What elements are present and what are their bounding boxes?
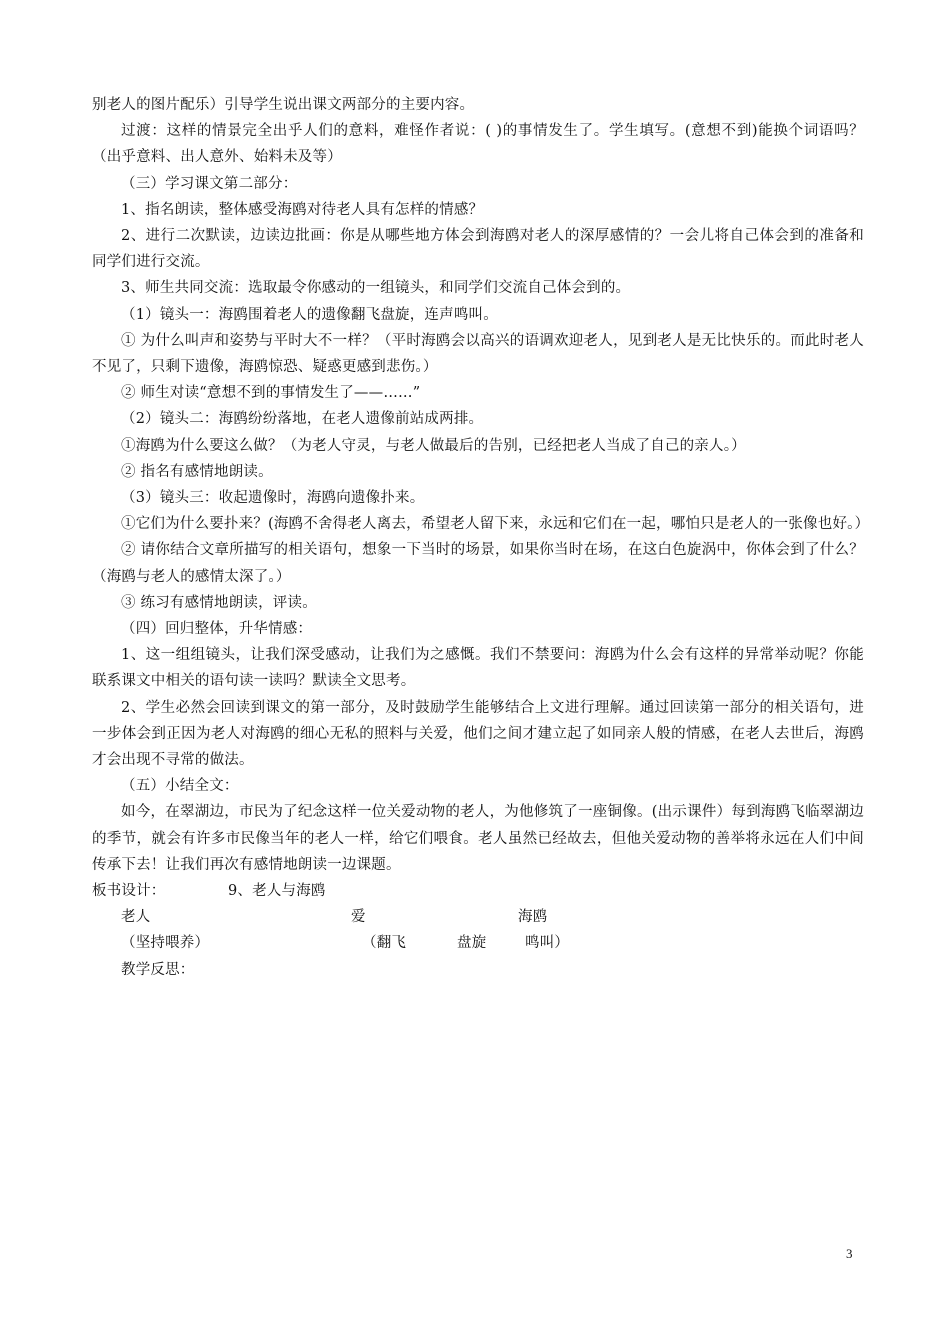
teaching-reflection-label: 教学反思：	[121, 961, 195, 978]
board-note-feeding: （坚持喂养）	[121, 935, 210, 952]
paragraph: ② 请你结合文章所描写的相关语句，想象一下当时的场景，如果你当时在场，在这白色旋涡中，你体会到了什么？（海鸥与老人的感情太深了。）	[92, 542, 864, 585]
paragraph: （2）镜头二：海鸥纷纷落地，在老人遗像前站成两排。	[121, 411, 484, 428]
board-note-calling: 鸣叫）	[525, 935, 570, 952]
board-design-row-2	[92, 930, 864, 956]
page-number: 3	[846, 1246, 853, 1261]
paragraph: （3）镜头三：收起遗像时，海鸥向遗像扑来。	[121, 490, 425, 507]
paragraph: 1、这一组组镜头，让我们深受感动，让我们为之感慨。我们不禁要问：海鸥为什么会有这样的异常举动呢？你能联系课文中相关的语句读一读吗？默读全文思考。	[92, 647, 864, 690]
lesson-plan-body	[92, 92, 870, 983]
board-word-old-man: 老人	[121, 909, 151, 926]
paragraph: （四）回归整体，升华情感：	[121, 621, 313, 638]
paragraph: 2、学生必然会回读到课文的第一部分，及时鼓励学生能够结合上文进行理解。通过回读第一部分的相关语句，进一步体会到正因为老人对海鸥的细心无私的照料与关爱，他们之间才建立起了如同亲人般的情感，在老人去世后，海鸥才会出现不寻常的做法。	[92, 699, 864, 769]
paragraph: 如今，在翠湖边，市民为了纪念这样一位关爱动物的老人，为他修筑了一座铜像。(出示课件）每到海鸥飞临翠湖边的季节，就会有许多市民像当年的老人一样，给它们喂食。老人虽然已经故去，但他关爱动物的善举将永远在人们中间传承下去！让我们再次有感情地朗读一边课题。	[92, 804, 864, 873]
paragraph: 别老人的图片配乐）引导学生说出课文两部分的主要内容。	[92, 97, 475, 113]
paragraph: （五）小结全文：	[121, 778, 239, 795]
paragraph: （1）镜头一：海鸥围着老人的遗像翻飞盘旋，连声鸣叫。	[121, 306, 498, 323]
paragraph: （三）学习课文第二部分：	[121, 175, 298, 192]
paragraph: ② 指名有感情地朗读。	[121, 463, 273, 480]
paragraph: 2、进行二次默读，边读边批画：你是从哪些地方体会到海鸥对老人的深厚感情的？一会儿将自己体会到的准备和同学们进行交流。	[92, 228, 864, 271]
paragraph: 1、指名朗读，整体感受海鸥对待老人具有怎样的情感？	[121, 201, 484, 218]
paragraph: 过渡：这样的情景完全出乎人们的意料，难怪作者说：( )的事情发生了。学生填写。(意想不到)能换个词语吗？（出乎意料、出人意外、始料未及等）	[92, 123, 864, 166]
paragraph: ③ 练习有感情地朗读，评读。	[121, 594, 317, 611]
paragraph: ①它们为什么要扑来？(海鸥不舍得老人离去，希望老人留下来，永远和它们在一起，哪怕只是老人的一张像也好。）	[121, 516, 870, 533]
board-design-title: 9、老人与海鸥	[228, 883, 326, 900]
board-design-header	[92, 878, 864, 904]
paragraph-list	[92, 92, 870, 878]
board-word-love: 爱	[351, 909, 366, 926]
board-note-flying: （翻飞	[362, 935, 407, 952]
paragraph: ①海鸥为什么要这么做？（为老人守灵，与老人做最后的告别，已经把老人当成了自己的亲人。）	[121, 437, 746, 454]
paragraph: ② 师生对读“意想不到的事情发生了——……”	[121, 385, 421, 402]
board-design-label: 板书设计：	[92, 883, 166, 900]
paragraph: ① 为什么叫声和姿势与平时大不一样？（平时海鸥会以高兴的语调欢迎老人，见到老人是无比快乐的。而此时老人不见了，只剩下遗像，海鸥惊恐、疑惑更感到悲伤。）	[92, 332, 864, 376]
board-word-seagull: 海鸥	[518, 909, 548, 926]
board-note-circling: 盘旋	[457, 935, 487, 952]
board-design-row-1	[92, 904, 864, 930]
paragraph: 3、师生共同交流：选取最令你感动的一组镜头，和同学们交流自己体会到的。	[121, 280, 631, 297]
